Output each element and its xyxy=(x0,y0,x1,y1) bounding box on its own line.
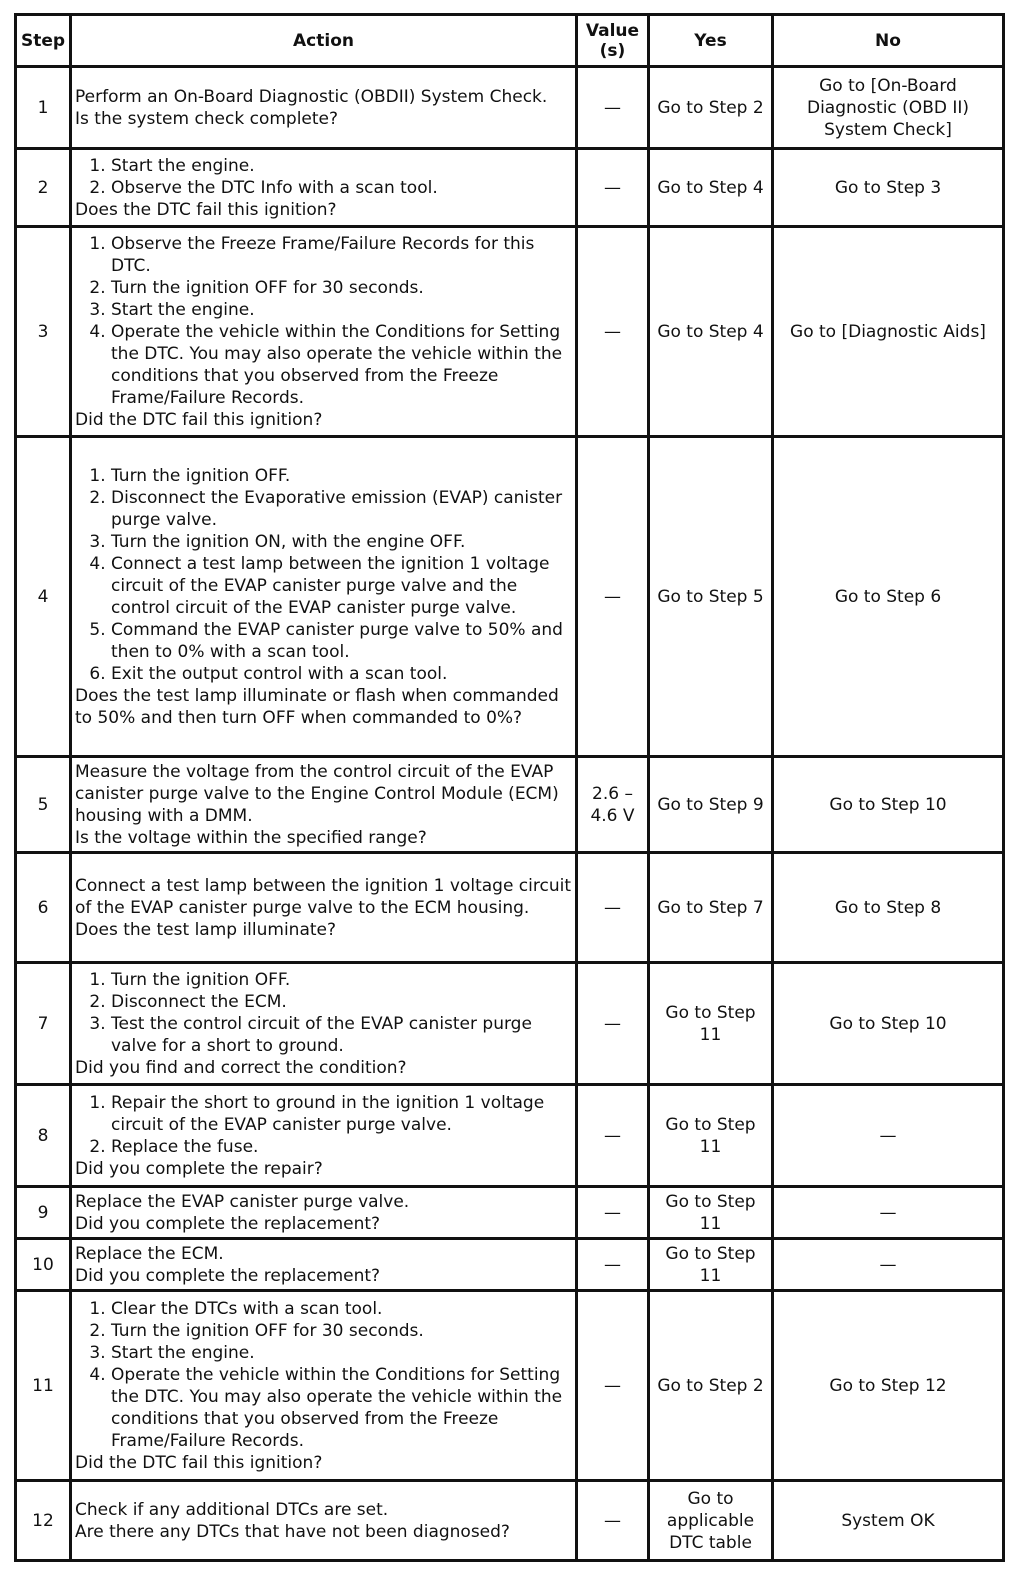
step-number: 4 xyxy=(16,437,71,757)
table-row xyxy=(16,1481,1004,1561)
action-step-item: 1. Observe the Freeze Frame/Failure Records for this DTC. xyxy=(111,233,572,277)
action-cell xyxy=(71,437,577,757)
header-no: No xyxy=(773,15,1004,67)
header-yes: Yes xyxy=(649,15,773,67)
action-step-list xyxy=(75,465,572,685)
step-number: 5 xyxy=(16,757,71,853)
no-cell: Go to Step 10 xyxy=(773,757,1004,853)
header-row xyxy=(16,15,1004,67)
step-number: 8 xyxy=(16,1085,71,1187)
action-cell xyxy=(71,1187,577,1239)
action-step-item: 2. Turn the ignition OFF for 30 seconds. xyxy=(111,1320,572,1342)
table-row xyxy=(16,227,1004,437)
action-step-item: 2. Disconnect the Evaporative emission (EVAP) canister purge valve. xyxy=(111,487,572,531)
table-row xyxy=(16,757,1004,853)
action-step-item: 3. Start the engine. xyxy=(111,1342,572,1364)
action-instruction: Connect a test lamp between the ignition 1 voltage circuit of the EVAP canister purge valve to the ECM housing. xyxy=(75,875,571,918)
action-cell xyxy=(71,963,577,1085)
yes-cell: Go to Step 11 xyxy=(649,963,773,1085)
no-cell: Go to Step 8 xyxy=(773,853,1004,963)
action-question: Did the DTC fail this ignition? xyxy=(75,1452,323,1473)
value-cell: — xyxy=(577,67,649,149)
step-number: 7 xyxy=(16,963,71,1085)
action-step-item: 3. Test the control circuit of the EVAP canister purge valve for a short to ground. xyxy=(111,1013,572,1057)
value-cell: — xyxy=(577,1187,649,1239)
yes-cell: Go to Step 11 xyxy=(649,1187,773,1239)
action-instruction: Measure the voltage from the control circuit of the EVAP canister purge valve to the Engine Control Module (ECM) housing with a DMM. xyxy=(75,761,559,826)
value-cell: — xyxy=(577,1291,649,1481)
action-step-item: 1. Repair the short to ground in the ignition 1 voltage circuit of the EVAP canister purge valve. xyxy=(111,1092,572,1136)
no-cell: Go to [Diagnostic Aids] xyxy=(773,227,1004,437)
yes-cell: Go to Step 11 xyxy=(649,1239,773,1291)
value-cell: — xyxy=(577,853,649,963)
action-question: Did you complete the replacement? xyxy=(75,1213,381,1234)
yes-cell: Go to Step 2 xyxy=(649,67,773,149)
action-question: Did you complete the replacement? xyxy=(75,1265,381,1286)
action-step-item: 2. Disconnect the ECM. xyxy=(111,991,572,1013)
action-question: Does the test lamp illuminate or flash when commanded to 50% and then turn OFF when commanded to 0%? xyxy=(75,685,559,728)
action-step-item: 2. Observe the DTC Info with a scan tool. xyxy=(111,177,572,199)
no-cell: — xyxy=(773,1239,1004,1291)
no-cell: — xyxy=(773,1187,1004,1239)
action-cell xyxy=(71,227,577,437)
action-step-list xyxy=(75,1092,572,1158)
no-cell: Go to Step 10 xyxy=(773,963,1004,1085)
action-step-item: 3. Turn the ignition ON, with the engine OFF. xyxy=(111,531,572,553)
step-number: 3 xyxy=(16,227,71,437)
header-action: Action xyxy=(71,15,577,67)
action-cell xyxy=(71,1481,577,1561)
action-step-list xyxy=(75,233,572,409)
table-row xyxy=(16,67,1004,149)
value-cell: 2.6 – 4.6 V xyxy=(577,757,649,853)
action-cell xyxy=(71,1085,577,1187)
table-row xyxy=(16,149,1004,227)
no-cell: Go to Step 6 xyxy=(773,437,1004,757)
table-row xyxy=(16,963,1004,1085)
action-cell xyxy=(71,757,577,853)
table-row xyxy=(16,1085,1004,1187)
action-question: Are there any DTCs that have not been diagnosed? xyxy=(75,1521,510,1542)
value-cell: — xyxy=(577,1239,649,1291)
step-number: 11 xyxy=(16,1291,71,1481)
table-row xyxy=(16,437,1004,757)
no-cell: Go to [On-Board Diagnostic (OBD II) System Check] xyxy=(773,67,1004,149)
step-number: 12 xyxy=(16,1481,71,1561)
header-value: Value (s) xyxy=(577,15,649,67)
table-row xyxy=(16,1187,1004,1239)
action-cell xyxy=(71,1239,577,1291)
header-step: Step xyxy=(16,15,71,67)
action-step-item: 6. Exit the output control with a scan tool. xyxy=(111,663,572,685)
value-cell: — xyxy=(577,1085,649,1187)
yes-cell: Go to Step 4 xyxy=(649,149,773,227)
action-cell xyxy=(71,149,577,227)
no-cell: System OK xyxy=(773,1481,1004,1561)
action-step-item: 4. Connect a test lamp between the ignition 1 voltage circuit of the EVAP canister purge valve and the control circuit of the EVAP canister purge valve. xyxy=(111,553,572,619)
yes-cell: Go to Step 4 xyxy=(649,227,773,437)
table-body xyxy=(16,67,1004,1561)
action-instruction: Check if any additional DTCs are set. xyxy=(75,1499,389,1520)
table-row xyxy=(16,1239,1004,1291)
no-cell: Go to Step 3 xyxy=(773,149,1004,227)
action-question: Does the DTC fail this ignition? xyxy=(75,199,337,220)
yes-cell: Go to applicable DTC table xyxy=(649,1481,773,1561)
action-step-item: 1. Start the engine. xyxy=(111,155,572,177)
action-step-item: 1. Clear the DTCs with a scan tool. xyxy=(111,1298,572,1320)
action-step-item: 2. Replace the fuse. xyxy=(111,1136,572,1158)
action-step-item: 1. Turn the ignition OFF. xyxy=(111,465,572,487)
action-question: Did the DTC fail this ignition? xyxy=(75,409,323,430)
action-step-item: 4. Operate the vehicle within the Conditions for Setting the DTC. You may also operate the vehicle within the conditions that you observed from the Freeze Frame/Failure Records. xyxy=(111,321,572,409)
action-step-list xyxy=(75,155,572,199)
action-question: Is the system check complete? xyxy=(75,108,339,129)
step-number: 1 xyxy=(16,67,71,149)
action-question: Did you complete the repair? xyxy=(75,1158,323,1179)
value-cell: — xyxy=(577,437,649,757)
value-cell: — xyxy=(577,149,649,227)
action-step-item: 4. Operate the vehicle within the Conditions for Setting the DTC. You may also operate the vehicle within the conditions that you observed from the Freeze Frame/Failure Records. xyxy=(111,1364,572,1452)
step-number: 9 xyxy=(16,1187,71,1239)
value-cell: — xyxy=(577,227,649,437)
no-cell: Go to Step 12 xyxy=(773,1291,1004,1481)
action-step-item: 5. Command the EVAP canister purge valve to 50% and then to 0% with a scan tool. xyxy=(111,619,572,663)
action-instruction: Perform an On-Board Diagnostic (OBDII) System Check. xyxy=(75,86,548,107)
yes-cell: Go to Step 2 xyxy=(649,1291,773,1481)
table-row xyxy=(16,1291,1004,1481)
yes-cell: Go to Step 11 xyxy=(649,1085,773,1187)
value-cell: — xyxy=(577,1481,649,1561)
action-question: Is the voltage within the specified range? xyxy=(75,827,427,848)
action-step-list xyxy=(75,969,572,1057)
action-instruction: Replace the EVAP canister purge valve. xyxy=(75,1191,410,1212)
no-cell: — xyxy=(773,1085,1004,1187)
action-step-item: 2. Turn the ignition OFF for 30 seconds. xyxy=(111,277,572,299)
action-cell xyxy=(71,67,577,149)
step-number: 10 xyxy=(16,1239,71,1291)
action-step-list xyxy=(75,1298,572,1452)
step-number: 2 xyxy=(16,149,71,227)
action-instruction: Replace the ECM. xyxy=(75,1243,224,1264)
yes-cell: Go to Step 7 xyxy=(649,853,773,963)
yes-cell: Go to Step 9 xyxy=(649,757,773,853)
action-question: Does the test lamp illuminate? xyxy=(75,919,337,940)
action-cell xyxy=(71,1291,577,1481)
value-cell: — xyxy=(577,963,649,1085)
yes-cell: Go to Step 5 xyxy=(649,437,773,757)
action-step-item: 3. Start the engine. xyxy=(111,299,572,321)
action-step-item: 1. Turn the ignition OFF. xyxy=(111,969,572,991)
action-question: Did you find and correct the condition? xyxy=(75,1057,407,1078)
diagnostic-table xyxy=(14,13,1005,1562)
table-row xyxy=(16,853,1004,963)
step-number: 6 xyxy=(16,853,71,963)
action-cell xyxy=(71,853,577,963)
